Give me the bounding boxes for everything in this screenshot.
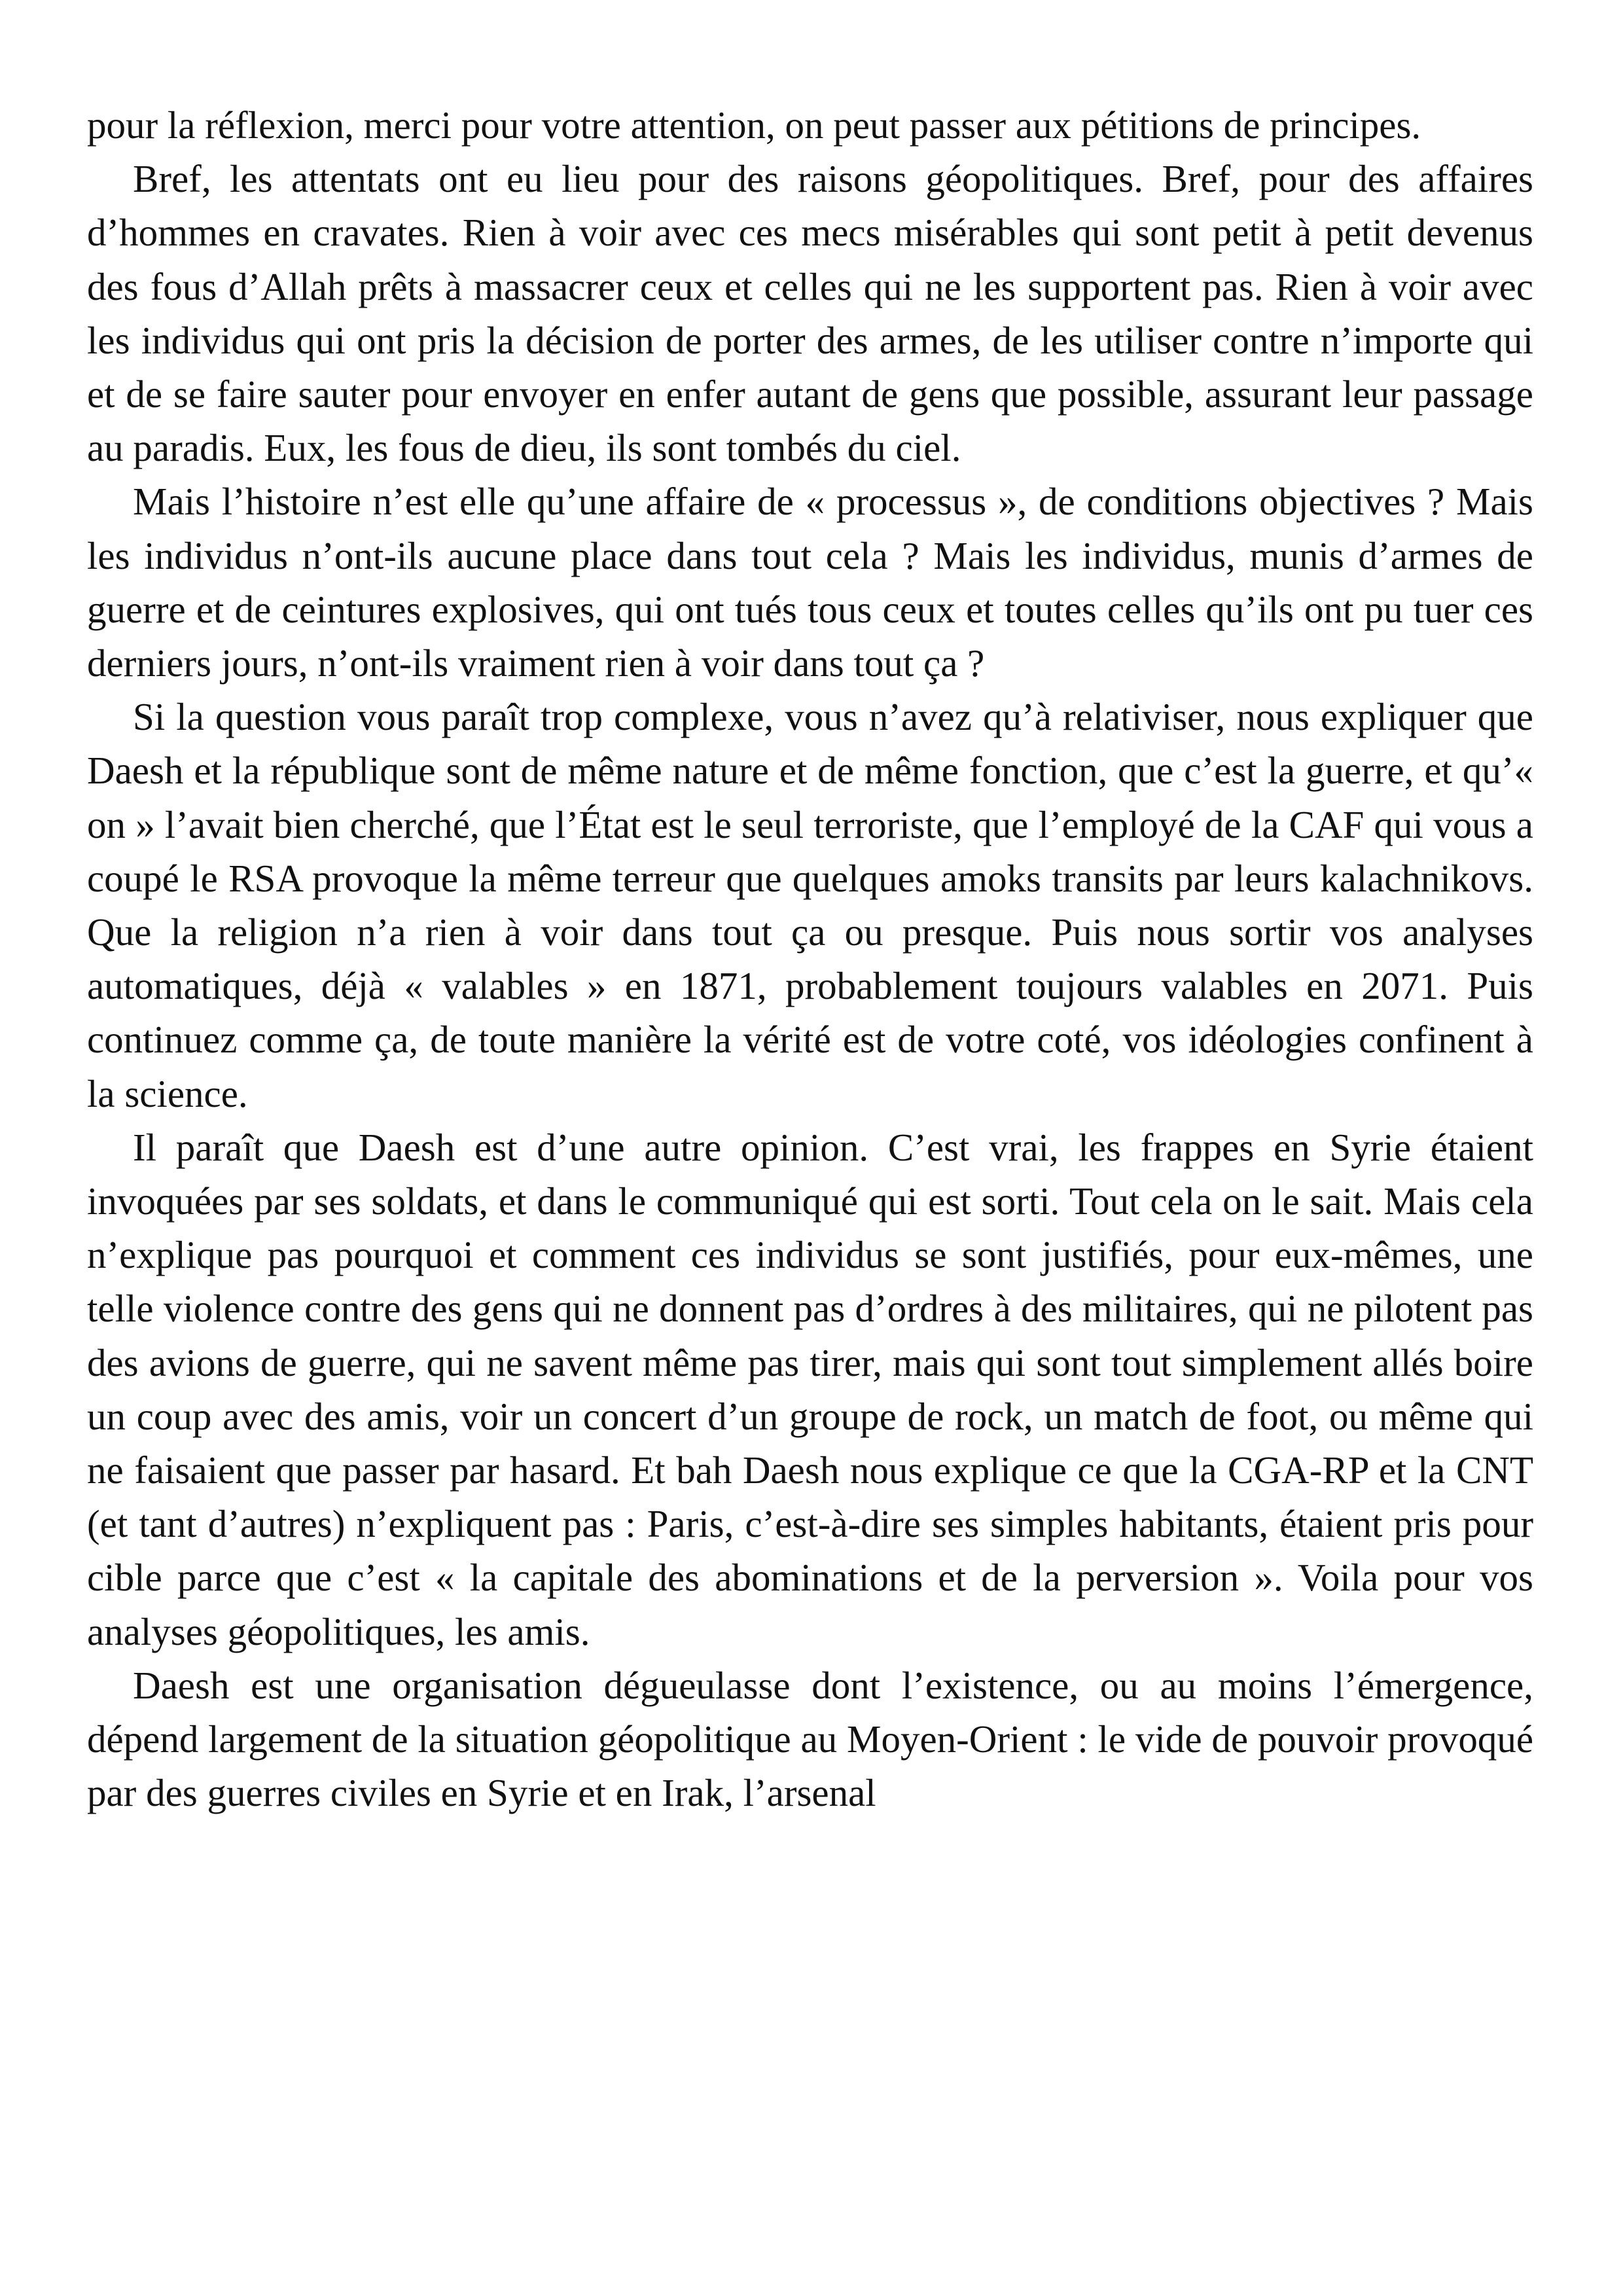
- paragraph-5: Il paraît que Daesh est d’une autre opinion. C’est vrai, les frappes en Syrie étaient invoquées par ses soldats, et dans le communiqué qui est sorti. Tout cela on le sait. Mais cela n’explique pas pourquoi et comment ces individus se sont justifiés, pour eux-mêmes, une telle violence contre des gens qui ne donnent pas d’ordres à des militaires, qui ne pilotent pas des avions de guerre, qui ne savent même pas tirer, mais qui sont tout simplement allés boire un coup avec des amis, voir un concert d’un groupe de rock, un match de foot, ou même qui ne faisaient que passer par hasard. Et bah Daesh nous explique ce que la CGA-RP et la CNT (et tant d’autres) n’expliquent pas : Paris, c’est-à-dire ses simples habitants, étaient pris pour cible parce que c’est « la capitale des abominations et de la perversion ». Voila pour vos analyses géopolitiques, les amis.: [87, 1125, 1533, 1653]
- paragraph-3: Mais l’histoire n’est elle qu’une affaire de « processus », de conditions objectives ? Mais les individus n’ont-ils aucune place dans tout cela ? Mais les individus, munis d’armes de guerre et de ceintures explosives, qui ont tués tous ceux et toutes celles qu’ils ont pu tuer ces derniers jours, n’ont-ils vraiment rien à voir dans tout ça ?: [87, 480, 1533, 685]
- paragraph-2: Bref, les attentats ont eu lieu pour des raisons géopolitiques. Bref, pour des affaires d’hommes en cravates. Rien à voir avec ces mecs misérables qui sont petit à petit devenus des fous d’Allah prêts à massacrer ceux et celles qui ne les supportent pas. Rien à voir avec les individus qui ont pris la décision de porter des armes, de les utiliser contre n’importe qui et de se faire sauter pour envoyer en enfer autant de gens que possible, assurant leur passage au paradis. Eux, les fous de dieu, ils sont tombés du ciel.: [87, 157, 1533, 470]
- paragraph-6: Daesh est une organisation dégueulasse dont l’existence, ou au moins l’émergence, dépend largement de la situation géopolitique au Moyen-Orient : le vide de pouvoir provoqué par des guerres civiles en Syrie et en Irak, l’arsenal: [87, 1663, 1533, 1815]
- body-text: [87, 98, 1533, 1820]
- paragraph-1: pour la réflexion, merci pour votre attention, on peut passer aux pétitions de principes.: [87, 103, 1421, 147]
- paragraph-4: Si la question vous paraît trop complexe, vous n’avez qu’à relativiser, nous expliquer que Daesh et la république sont de même nature et de même fonction, que c’est la guerre, et qu’« on » l’avait bien cherché, que l’État est le seul terroriste, que l’employé de la CAF qui vous a coupé le RSA provoque la même terreur que quelques amoks transits par leurs kalachnikovs. Que la religion n’a rien à voir dans tout ça ou presque. Puis nous sortir vos analyses automatiques, déjà « valables » en 1871, probablement toujours valables en 2071. Puis continuez comme ça, de toute manière la vérité est de votre coté, vos idéologies confinent à la science.: [87, 695, 1533, 1115]
